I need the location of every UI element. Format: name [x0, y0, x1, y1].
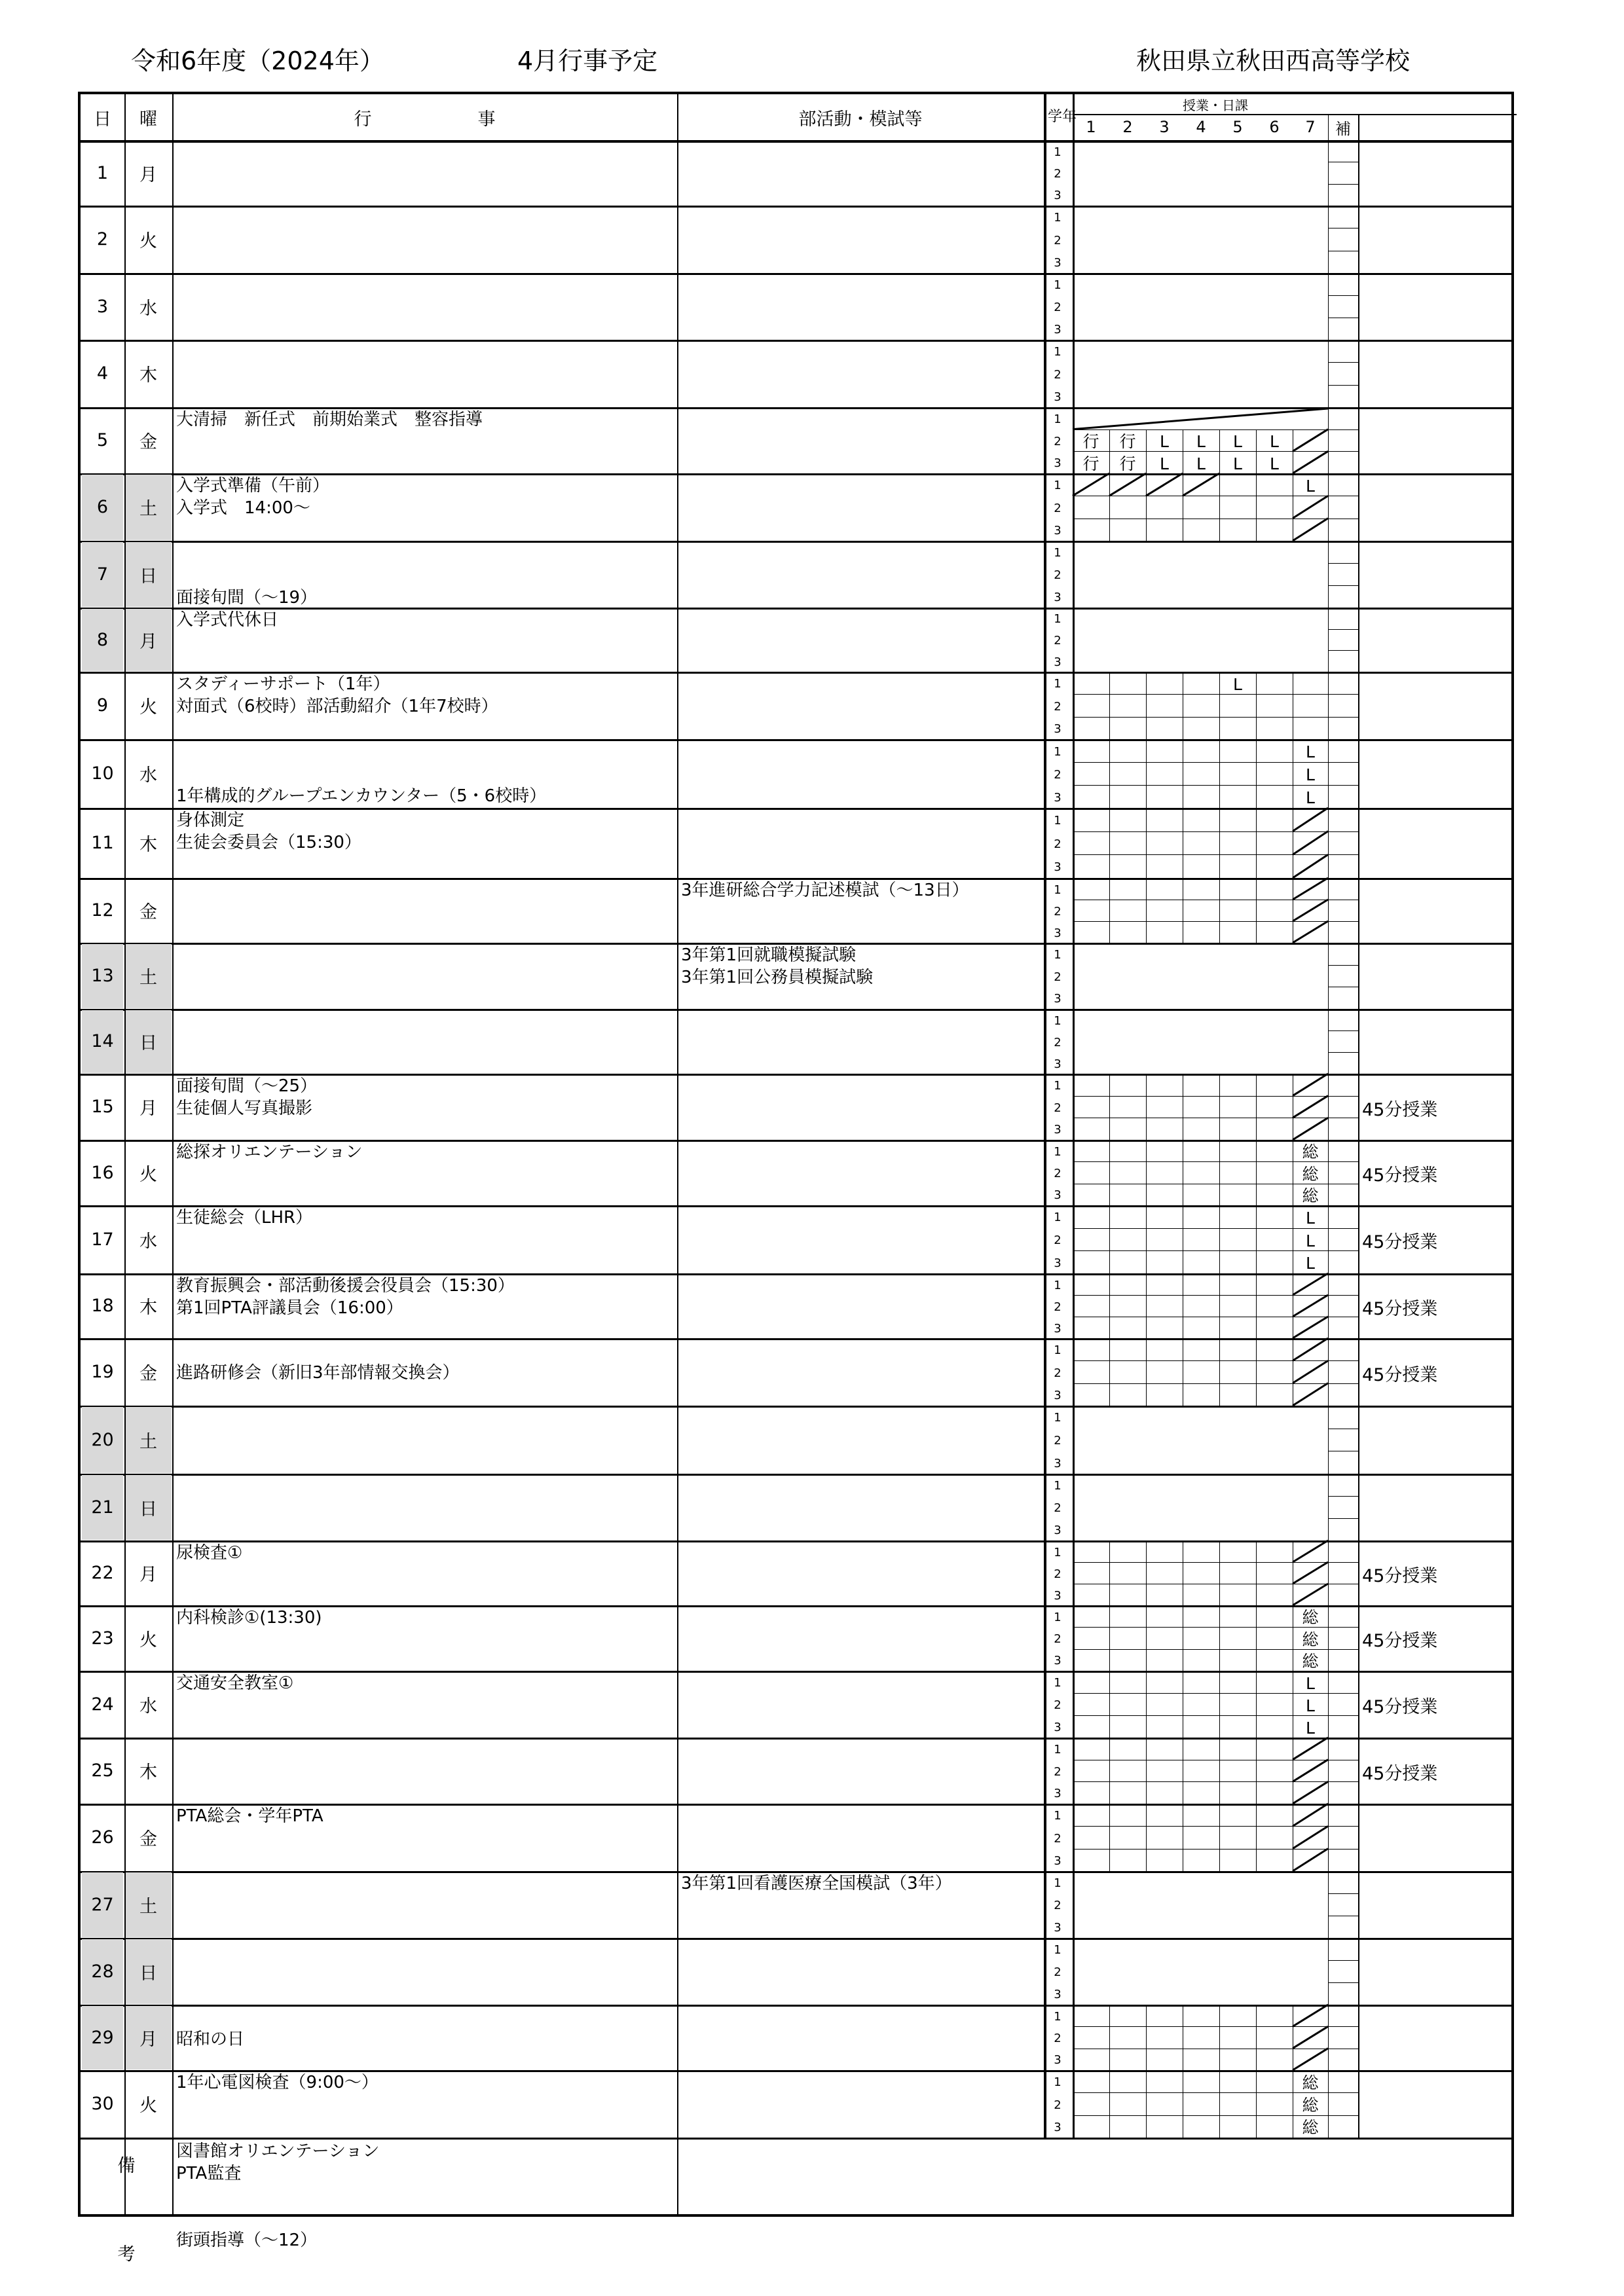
event-text: 1年心電図検査（9:00～）	[176, 2073, 378, 2092]
weekday-label: 日	[139, 1963, 157, 1984]
weekday-label: 木	[139, 1762, 157, 1783]
grade-label: 1	[1054, 1676, 1061, 1690]
lesson-mark: 総	[1302, 1164, 1319, 1184]
grade-label: 3	[1054, 390, 1061, 404]
weekday-label: 水	[139, 298, 157, 319]
remarks-label-bottom: 考	[117, 2244, 136, 2265]
event-text: 第1回PTA評議員会（16:00）	[176, 1298, 403, 1318]
strike-slash	[1293, 1738, 1328, 1760]
header-period-7: 7	[1305, 118, 1316, 136]
remarks-text: PTA監査	[176, 2164, 242, 2183]
grade-label: 2	[1054, 1764, 1061, 1779]
grade-label: 3	[1054, 456, 1061, 471]
lesson-note: 45分授業	[1362, 1364, 1438, 1385]
grade-label: 2	[1054, 1698, 1061, 1712]
grade-label: 1	[1054, 1411, 1061, 1425]
club-exam-text: 3年第1回就職模擬試験	[681, 945, 857, 965]
strike-slash	[1293, 2005, 1328, 2026]
header-period-6: 6	[1269, 118, 1280, 136]
event-text: 生徒会委員会（15:30）	[176, 833, 361, 852]
grade-label: 1	[1054, 2009, 1061, 2024]
day-number: 5	[96, 430, 109, 450]
day-number: 11	[91, 833, 114, 853]
grade-label: 1	[1054, 813, 1061, 828]
weekday-label: 火	[139, 1164, 157, 1185]
day-number: 27	[91, 1894, 114, 1915]
weekday-label: 金	[139, 902, 157, 922]
day-number: 26	[91, 1827, 114, 1848]
remarks-text: 図書館オリエンテーション	[176, 2141, 380, 2161]
strike-slash	[1293, 1317, 1328, 1338]
header-period-1: 1	[1086, 118, 1096, 136]
day-number: 23	[91, 1628, 114, 1649]
lesson-mark: L	[1306, 1718, 1315, 1738]
page-title: 4月行事予定	[517, 46, 658, 75]
lesson-mark: L	[1233, 432, 1242, 451]
weekday-label: 火	[139, 697, 157, 718]
grade-label: 3	[1054, 1588, 1061, 1603]
lesson-note: 45分授業	[1362, 1232, 1438, 1252]
strike-slash	[1293, 1562, 1328, 1584]
grade-label: 3	[1054, 189, 1061, 203]
weekday-label: 土	[139, 1431, 157, 1452]
grade-label: 1	[1054, 1144, 1061, 1159]
day-number: 4	[96, 363, 109, 384]
weekday-label: 月	[139, 1099, 157, 1119]
header-period-5: 5	[1232, 118, 1243, 136]
header-period-4: 4	[1196, 118, 1206, 136]
day-number: 16	[91, 1162, 114, 1183]
grade-label: 1	[1054, 1278, 1061, 1292]
weekday-label: 水	[139, 1231, 157, 1252]
grade-label: 2	[1054, 1167, 1061, 1180]
grade-label: 3	[1054, 1123, 1061, 1137]
strike-slash	[1293, 1383, 1328, 1406]
grade-label: 2	[1054, 2032, 1061, 2045]
lesson-mark: 総	[1302, 2118, 1319, 2138]
strike-slash	[1183, 473, 1219, 496]
day-number: 21	[91, 1497, 114, 1518]
grade-label: 2	[1054, 970, 1061, 984]
grade-label: 3	[1054, 1321, 1061, 1336]
grade-label: 2	[1054, 1101, 1061, 1115]
header-lessons: 授業・日課	[1183, 97, 1248, 113]
day-number: 30	[91, 2094, 114, 2114]
strike-slash	[1293, 1118, 1328, 1140]
strike-slash	[1293, 1584, 1328, 1605]
grade-label: 3	[1054, 323, 1061, 337]
grade-label: 3	[1054, 2120, 1061, 2134]
grade-label: 1	[1054, 412, 1061, 426]
grade-label: 1	[1054, 1610, 1061, 1624]
grade-label: 1	[1054, 744, 1061, 759]
lesson-mark: 行	[1119, 432, 1136, 451]
weekday-label: 月	[139, 2029, 157, 2050]
grade-label: 2	[1054, 1632, 1061, 1646]
weekday-label: 日	[139, 566, 157, 587]
grade-label: 1	[1054, 145, 1061, 159]
grade-label: 3	[1054, 1523, 1061, 1537]
weekday-label: 水	[139, 1696, 157, 1717]
event-text: 対面式（6校時）部活動紹介（1年7校時）	[176, 697, 498, 716]
grade-label: 1	[1054, 1876, 1061, 1890]
grade-label: 2	[1054, 167, 1061, 181]
fiscal-year-label: 令和6年度（2024年）	[131, 46, 384, 75]
weekday-label: 火	[139, 2096, 157, 2116]
strike-slash	[1293, 900, 1328, 921]
grade-label: 3	[1054, 523, 1061, 538]
grade-label: 3	[1054, 1721, 1061, 1734]
lesson-mark: L	[1306, 1673, 1315, 1693]
lesson-note: 45分授業	[1362, 1099, 1438, 1120]
strike-slash	[1146, 473, 1183, 496]
lesson-mark: L	[1306, 1231, 1315, 1250]
event-text: 昭和の日	[176, 2030, 245, 2049]
strike-slash	[1293, 451, 1328, 473]
grade-label: 1	[1054, 2075, 1061, 2090]
grade-label: 2	[1054, 634, 1061, 647]
remarks-label-top: 備	[117, 2155, 136, 2176]
event-text: 総探オリエンテーション	[176, 1142, 363, 1162]
grade-label: 2	[1054, 568, 1061, 582]
lesson-mark: 行	[1119, 454, 1136, 473]
lesson-mark: 総	[1302, 1630, 1319, 1649]
grade-label: 3	[1054, 591, 1061, 604]
grade-label: 2	[1054, 367, 1061, 382]
grade-label: 3	[1054, 860, 1061, 875]
grade-label: 3	[1054, 655, 1061, 669]
day-number: 10	[91, 763, 114, 784]
day-number: 18	[91, 1296, 114, 1316]
day-number: 13	[91, 966, 114, 986]
grade-label: 2	[1054, 1501, 1061, 1515]
grade-label: 3	[1054, 1388, 1061, 1402]
club-exam-text: 3年第1回公務員模擬試験	[681, 968, 874, 987]
lesson-mark: L	[1306, 788, 1315, 807]
lesson-mark: L	[1306, 1254, 1315, 1273]
weekday-label: 火	[139, 231, 157, 251]
lesson-mark: L	[1233, 454, 1242, 473]
grade-label: 3	[1054, 926, 1061, 940]
grade-label: 1	[1054, 546, 1061, 560]
weekday-label: 土	[139, 1896, 157, 1917]
event-text: PTA総会・学年PTA	[176, 1806, 323, 1826]
lesson-note: 45分授業	[1362, 1565, 1438, 1586]
grade-label: 1	[1054, 1545, 1061, 1559]
grade-label: 3	[1054, 1456, 1061, 1470]
grade-label: 3	[1054, 721, 1061, 736]
event-text: 面接旬間（～19）	[176, 588, 318, 608]
weekday-label: 水	[139, 765, 157, 786]
weekday-label: 木	[139, 835, 157, 855]
grade-label: 1	[1054, 1343, 1061, 1358]
weekday-label: 金	[139, 1829, 157, 1850]
day-number: 15	[91, 1097, 114, 1117]
strike-slash	[1293, 1360, 1328, 1383]
weekday-label: 月	[139, 1565, 157, 1585]
schedule-table	[78, 92, 1514, 2265]
lesson-mark: 行	[1082, 454, 1099, 473]
school-name: 秋田県立秋田西高等学校	[1136, 46, 1411, 75]
weekday-label: 土	[139, 499, 157, 519]
day-number: 7	[96, 564, 109, 585]
lesson-mark: L	[1160, 454, 1169, 473]
club-exam-text: 3年進研総合学力記述模試（～13日）	[681, 881, 969, 900]
grade-label: 1	[1054, 612, 1061, 627]
lesson-mark: L	[1306, 476, 1315, 496]
lesson-note: 45分授業	[1362, 1631, 1438, 1651]
day-number: 20	[91, 1429, 114, 1450]
grade-label: 3	[1054, 1654, 1061, 1668]
day-number: 3	[96, 296, 109, 317]
weekday-label: 日	[139, 1499, 157, 1520]
grade-label: 3	[1054, 255, 1061, 270]
event-text: 入学式代休日	[176, 610, 279, 630]
event-text: 入学式 14:00～	[176, 498, 310, 518]
grade-label: 1	[1054, 211, 1061, 225]
grade-label: 2	[1054, 501, 1061, 515]
header-period-2: 2	[1122, 118, 1133, 136]
header-grade: 学年	[1048, 109, 1077, 125]
header-events: 行 事	[354, 109, 496, 130]
remarks-divider	[172, 2138, 174, 2214]
lesson-mark: 総	[1302, 1142, 1319, 1162]
grade1-cancel-slash	[1073, 409, 1328, 429]
header-day: 日	[94, 109, 111, 130]
day-number: 25	[91, 1760, 114, 1781]
grade-label: 3	[1054, 1921, 1061, 1935]
grade-label: 2	[1054, 1233, 1061, 1247]
weekday-label: 日	[139, 1033, 157, 1053]
day-number: 9	[96, 695, 109, 716]
strike-slash	[1293, 1273, 1328, 1295]
day-number: 8	[96, 629, 109, 650]
grade-label: 2	[1054, 1567, 1061, 1581]
grade-label: 3	[1054, 1188, 1061, 1203]
grade-label: 2	[1054, 1366, 1061, 1380]
lesson-mark: 総	[1302, 1608, 1319, 1628]
grade-label: 2	[1054, 904, 1061, 919]
day-number: 14	[91, 1031, 114, 1051]
grade-label: 1	[1054, 278, 1061, 292]
lesson-mark: 総	[1302, 2073, 1319, 2092]
strike-slash	[1293, 496, 1328, 518]
strike-slash	[1109, 473, 1146, 496]
grade-label: 2	[1054, 1831, 1061, 1846]
grade-label: 3	[1054, 1057, 1061, 1071]
weekday-label: 土	[139, 968, 157, 988]
event-text: 尿検査①	[176, 1543, 243, 1563]
strike-slash	[1293, 1826, 1328, 1848]
grade-label: 2	[1054, 301, 1061, 314]
strike-slash	[1293, 1338, 1328, 1360]
strike-slash	[1293, 1295, 1328, 1317]
header-club: 部活動・模試等	[798, 109, 923, 130]
grade-label: 3	[1054, 790, 1061, 805]
grade-label: 1	[1054, 883, 1061, 897]
grade-label: 3	[1054, 2053, 1061, 2068]
lesson-mark: L	[1306, 742, 1315, 761]
event-text: 入学式準備（午前）	[176, 476, 330, 496]
grade-label: 2	[1054, 1035, 1061, 1049]
lesson-note: 45分授業	[1362, 1763, 1438, 1784]
day-number: 22	[91, 1563, 114, 1583]
lesson-note: 45分授業	[1362, 1697, 1438, 1717]
event-text: 生徒総会（LHR）	[176, 1208, 313, 1228]
day-number: 19	[91, 1362, 114, 1382]
day-number: 12	[91, 900, 114, 920]
grade-label: 2	[1054, 1434, 1061, 1448]
remarks-text: 街頭指導（～12）	[176, 2231, 318, 2250]
strike-slash	[1293, 878, 1328, 900]
grade-label: 2	[1054, 1300, 1061, 1314]
event-text: 進路研修会（新旧3年部情報交換会）	[176, 1363, 460, 1383]
day-number: 24	[91, 1694, 114, 1715]
grade-label: 2	[1054, 767, 1061, 782]
grade-label: 2	[1054, 699, 1061, 714]
grade-label: 2	[1054, 1899, 1061, 1912]
grade-label: 2	[1054, 837, 1061, 851]
lesson-mark: 行	[1082, 432, 1099, 451]
strike-slash	[1293, 519, 1328, 541]
event-text: 内科検診①(13:30)	[176, 1608, 322, 1628]
weekday-label: 金	[139, 1364, 157, 1384]
day-number: 1	[96, 162, 109, 183]
day-number: 2	[96, 229, 109, 249]
weekday-label: 木	[139, 1298, 157, 1318]
event-text: スタディーサポート（1年）	[176, 674, 390, 694]
grade-label: 2	[1054, 2098, 1061, 2112]
strike-slash	[1293, 1781, 1328, 1804]
event-text: 交通安全教室①	[176, 1673, 294, 1693]
header-period-3: 3	[1159, 118, 1170, 136]
grade-label: 2	[1054, 434, 1061, 448]
day-number: 28	[91, 1961, 114, 1982]
grade-label: 1	[1054, 479, 1061, 493]
club-exam-text: 3年第1回看護医療全国模試（3年）	[681, 1874, 952, 1893]
lesson-mark: L	[1306, 765, 1315, 784]
strike-slash	[1293, 921, 1328, 943]
event-text: 生徒個人写真撮影	[176, 1099, 313, 1118]
grade-label: 3	[1054, 1988, 1061, 2001]
weekday-label: 火	[139, 1630, 157, 1650]
grade-label: 1	[1054, 1479, 1061, 1493]
grade-label: 3	[1054, 1787, 1061, 1801]
grade-label: 1	[1054, 947, 1061, 962]
strike-slash	[1293, 1096, 1328, 1118]
strike-slash	[1293, 831, 1328, 855]
lesson-mark: L	[1160, 432, 1169, 451]
lesson-mark: L	[1196, 454, 1206, 473]
strike-slash	[1293, 1760, 1328, 1782]
strike-slash	[1293, 854, 1328, 878]
event-text: 面接旬間（～25）	[176, 1076, 318, 1096]
grade-label: 1	[1054, 1078, 1061, 1093]
lesson-mark: L	[1270, 432, 1279, 451]
strike-slash	[1293, 1849, 1328, 1871]
lesson-note: 45分授業	[1362, 1165, 1438, 1186]
strike-slash	[1293, 429, 1328, 452]
grade-label: 1	[1054, 1211, 1061, 1225]
lesson-mark: L	[1306, 1696, 1315, 1715]
grade-label: 1	[1054, 345, 1061, 359]
day-number: 17	[91, 1229, 114, 1250]
grade-label: 1	[1054, 677, 1061, 691]
strike-slash	[1293, 1074, 1328, 1096]
grade-label: 1	[1054, 1809, 1061, 1823]
weekday-label: 月	[139, 164, 157, 185]
event-text: 身体測定	[176, 811, 245, 830]
grade-label: 2	[1054, 1965, 1061, 1979]
strike-slash	[1293, 2049, 1328, 2070]
lesson-mark: 総	[1302, 1651, 1319, 1671]
strike-slash	[1293, 1804, 1328, 1826]
grade-label: 1	[1054, 1742, 1061, 1757]
lesson-mark: L	[1233, 674, 1242, 694]
grade-label: 3	[1054, 992, 1061, 1006]
grade-label: 3	[1054, 1256, 1061, 1270]
grade-label: 2	[1054, 233, 1061, 247]
grade-label: 1	[1054, 1943, 1061, 1957]
lesson-mark: L	[1196, 432, 1206, 451]
day-number: 29	[91, 2027, 114, 2048]
weekday-label: 金	[139, 432, 157, 452]
weekday-label: 月	[139, 631, 157, 652]
grade-label: 1	[1054, 1013, 1061, 1028]
lesson-note: 45分授業	[1362, 1298, 1438, 1319]
lesson-mark: 総	[1302, 1186, 1319, 1205]
event-text: 大清掃 新任式 前期始業式 整容指導	[176, 410, 483, 429]
strike-slash	[1293, 1540, 1328, 1562]
strike-slash	[1293, 2026, 1328, 2048]
lesson-mark: L	[1270, 454, 1279, 473]
weekday-label: 木	[139, 365, 157, 386]
grade-label: 3	[1054, 1853, 1061, 1868]
lesson-mark: 総	[1302, 2096, 1319, 2115]
event-text: 1年構成的グループエンカウンター（5・6校時）	[176, 786, 547, 806]
event-text: 教育振興会・部活動後援会役員会（15:30）	[176, 1276, 515, 1296]
strike-slash	[1293, 808, 1328, 831]
header-weekday: 曜	[139, 109, 157, 130]
header-supplement: 補	[1335, 119, 1351, 138]
strike-slash	[1073, 473, 1109, 496]
day-number: 6	[96, 497, 109, 517]
lesson-mark: L	[1306, 1208, 1315, 1228]
